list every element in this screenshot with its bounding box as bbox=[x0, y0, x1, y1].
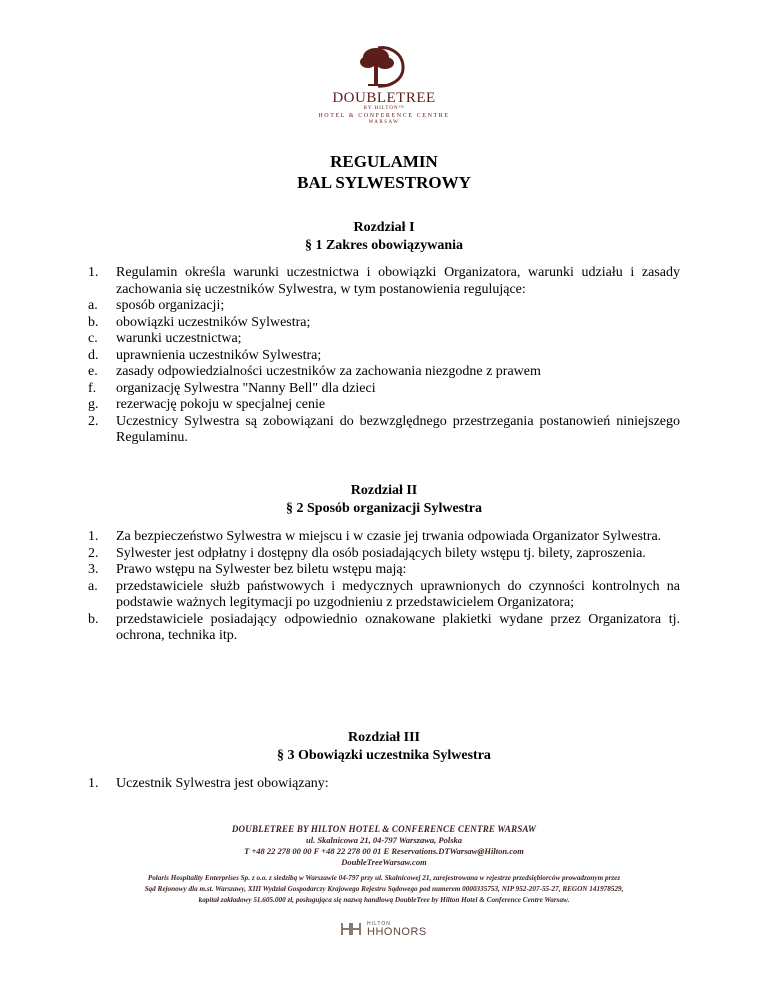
list-item: e. zasady odpowiedzialności uczestników za zachowania niezgodne z prawem bbox=[88, 364, 541, 379]
list-item: 1. Uczestnik Sylwestra jest obowiązany: bbox=[88, 776, 329, 791]
document-title: REGULAMIN bbox=[330, 152, 438, 171]
list-item: b. obowiązki uczestników Sylwestra; bbox=[88, 314, 311, 330]
chapter-2-heading: Rozdział II bbox=[350, 483, 418, 498]
chapter-3-list bbox=[88, 776, 680, 793]
list-item: c. warunki uczestnictwa; bbox=[88, 331, 242, 346]
hhonors-small: HILTON bbox=[367, 920, 391, 927]
brand-hotel: HOTEL & CONFERENCE CENTRE bbox=[318, 113, 450, 119]
footer-legal-line: Sąd Rejonowy dla m.st. Warszawy, XIII Wydział Gospodarczy Krajowego Rejestru Sądowego pod numerem 0000335753, NIP 952-207-55-27, REGON 141978529, bbox=[144, 885, 624, 893]
footer-legal bbox=[60, 873, 708, 906]
brand-name: DOUBLETREE bbox=[332, 90, 436, 106]
hhonors-big: HHONORS bbox=[367, 925, 427, 938]
document-subtitle: BAL SYLWESTROWY bbox=[297, 173, 471, 192]
brand-city: WARSAW bbox=[368, 120, 400, 125]
footer-hotel-name: DOUBLETREE BY HILTON HOTEL & CONFERENCE CENTRE WARSAW bbox=[231, 824, 537, 834]
list-item: a. sposób organizacji; bbox=[88, 298, 225, 313]
chapter-3-section: § 3 Obowiązki uczestnika Sylwestra bbox=[277, 748, 491, 763]
sub-list bbox=[88, 298, 680, 414]
chapter-2-section: § 2 Sposób organizacji Sylwestra bbox=[286, 501, 482, 516]
chapter-1-list bbox=[88, 265, 680, 447]
list-item: 1. Regulamin określa warunki uczestnictwa i obowiązki Organizatora, warunki udziału i zasady zachowania się uczestników Sylwestra, w tym postanowienia regulujące: a. sposób organizacji; b. obowiązki uczestników Sylwestra; c. warunki uczestnictwa; d. uprawnienia uczestników Sylwestra; e. zasady odpowiedzialności uczestników za zachowania niezgodne z prawem f. organizację Sylwestra "Nanny Bell" dla dzieci g. rezerwację pokoju w specjalnej cenie bbox=[88, 265, 680, 412]
chapter-1-heading: Rozdział I bbox=[353, 220, 415, 235]
footer-legal-line: Polaris Hospitality Enterprises Sp. z o.o. z siedzibą w Warszawie 04-797 przy ul. Skalnicowej 21, zarejestrowana w rejestrze przedsiębiorców prowadzonym przez bbox=[147, 874, 621, 882]
chapter-1-section: § 1 Zakres obowiązywania bbox=[304, 238, 464, 253]
list-item: 3. Prawo wstępu na Sylwester bez biletu wstępu mają: a. przedstawiciele służb państwowych i medycznych uprawnionych do czynności kontrolnych na podstawie ważnych legitymacji po uzgodnieniu z przedstawicielem Organizatora; b. przedstawiciele posiadający odpowiednio oznakowane plakietki wydane przez Organizatora tj. ochrona, technika itp. bbox=[88, 562, 680, 643]
list-item: d. uprawnienia uczestników Sylwestra; bbox=[88, 347, 322, 363]
footer-address: ul. Skalnicowa 21, 04-797 Warszawa, Polska bbox=[305, 835, 463, 845]
footer-legal-line: kapitał zakładowy 51.605.000 zł, posługująca się nazwą handlową DoubleTree by Hilton Hotel & Conference Centre Warsaw. bbox=[198, 896, 570, 904]
list-item: g. rezerwację pokoju w specjalnej cenie bbox=[88, 397, 326, 412]
chapter-3-heading: Rozdział III bbox=[348, 730, 420, 745]
hotel-logo bbox=[0, 44, 768, 126]
sub-list bbox=[88, 579, 680, 645]
footer-address-block bbox=[0, 823, 768, 868]
brand-by: BY HILTON™ bbox=[363, 106, 405, 111]
footer-contact: T +48 22 278 00 00 F +48 22 278 00 01 E Reservations.DTWarsaw@Hilton.com bbox=[244, 846, 524, 856]
list-item: 1. Za bezpieczeństwo Sylwestra w miejscu i w czasie jej trwania odpowiada Organizator Sylwestra. bbox=[88, 529, 662, 544]
list-item: f. organizację Sylwestra "Nanny Bell" dla dzieci bbox=[88, 380, 376, 396]
list-item: a. przedstawiciele służb państwowych i medycznych uprawnionych do czynności kontrolnych na podstawie ważnych legitymacji po uzgodnieniu z przedstawicielem Organizatora; bbox=[88, 578, 680, 610]
footer-website: DoubleTreeWarsaw.com bbox=[341, 857, 427, 867]
list-item: b. przedstawiciele posiadający odpowiednio oznakowane plakietki wydane przez Organizatora tj. ochrona, technika itp. bbox=[88, 611, 680, 643]
hhonors-icon bbox=[340, 921, 362, 937]
hhonors-logo bbox=[340, 919, 427, 939]
list-item: 2. Sylwester jest odpłatny i dostępny dla osób posiadających bilety wstępu tj. bilety, zaproszenia. bbox=[88, 545, 646, 561]
chapter-2-list bbox=[88, 529, 680, 645]
list-item: 2. Uczestnicy Sylwestra są zobowiązani do bezwzględnego przestrzegania postanowień niniejszego Regulaminu. bbox=[88, 413, 680, 445]
tree-icon bbox=[358, 44, 410, 88]
